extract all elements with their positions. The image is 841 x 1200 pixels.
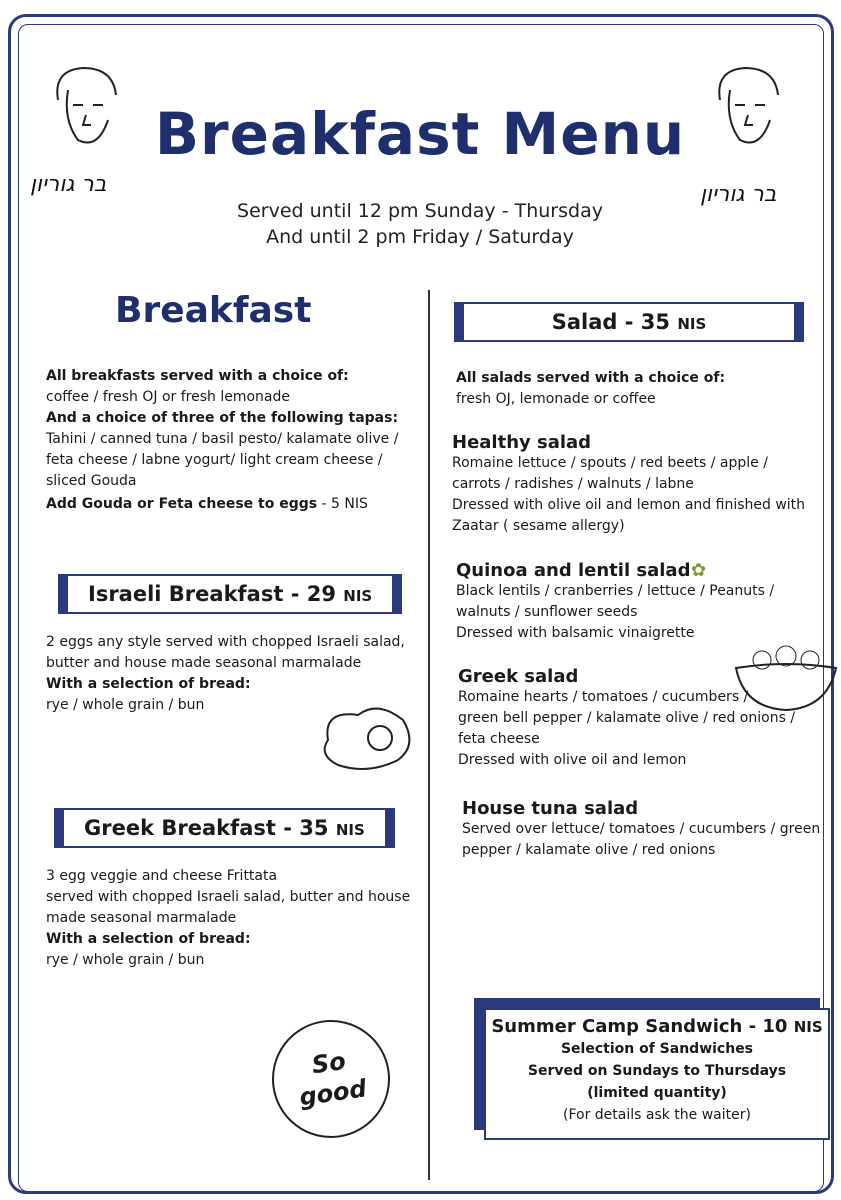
portrait-left-icon xyxy=(38,60,128,150)
salad-desc-line: feta cheese xyxy=(458,731,540,747)
currency: NIS xyxy=(677,315,707,333)
page-title: Breakfast Menu xyxy=(154,100,686,168)
intro-line: sliced Gouda xyxy=(46,473,137,489)
stamp-line: So xyxy=(310,1046,348,1080)
camp-line: (limited quantity) xyxy=(587,1085,727,1101)
intro-line: Tahini / canned tuna / basil pesto/ kalamate olive / xyxy=(46,431,399,447)
bread-options: rye / whole grain / bun xyxy=(46,697,205,713)
salad-banner-label: Salad - 35 xyxy=(551,310,670,334)
camp-line: Selection of Sandwiches xyxy=(560,1041,754,1057)
camp-title-text: Summer Camp Sandwich - 10 xyxy=(491,1016,788,1037)
salad-desc-line: Dressed with balsamic vinaigrette xyxy=(456,625,695,641)
desc-line: 2 eggs any style served with chopped Israeli salad, xyxy=(46,634,405,650)
greek-breakfast-details xyxy=(46,866,426,971)
salad-name: Greek salad xyxy=(458,666,579,687)
salad-desc-line: pepper / kalamate olive / red onions xyxy=(462,842,716,858)
currency: NIS xyxy=(793,1018,823,1036)
camp-note: (For details ask the waiter) xyxy=(563,1107,751,1123)
salad-banner xyxy=(462,302,796,342)
hours-weekend: And until 2 pm Friday / Saturday xyxy=(266,226,574,248)
camp-line: Served on Sundays to Thursdays xyxy=(527,1063,787,1079)
hebrew-signature-right: בר גוריון xyxy=(700,182,777,207)
salad-name: Healthy salad xyxy=(452,432,592,453)
salad-desc-line: carrots / radishes / walnuts / labne xyxy=(452,476,694,492)
salad-desc-line: Romaine lettuce / spouts / red beets / apple / xyxy=(452,455,768,471)
intro-line: coffee / fresh OJ or fresh lemonade xyxy=(46,389,290,405)
salad-desc-line: walnuts / sunflower seeds xyxy=(456,604,638,620)
greek-breakfast-banner xyxy=(62,808,387,848)
desc-line: made seasonal marmalade xyxy=(46,910,237,926)
salad-intro-label: All salads served with a choice of: xyxy=(456,370,726,386)
desc-line: served with chopped Israeli salad, butter and house xyxy=(46,889,411,905)
salad-desc-line: Dressed with olive oil and lemon and finished with xyxy=(452,497,806,513)
salad-item xyxy=(456,560,774,644)
currency: NIS xyxy=(335,821,365,839)
addon-price: - 5 NIS xyxy=(321,496,368,512)
addon-label: Add Gouda or Feta cheese to eggs xyxy=(46,496,318,512)
salad-desc-line: green bell pepper / kalamate olive / red onions / xyxy=(458,710,796,726)
israeli-breakfast-name: Israeli Breakfast - 29 xyxy=(88,582,336,606)
intro-line: feta cheese / labne yogurt/ light cream cheese / xyxy=(46,452,383,468)
intro-line: And a choice of three of the following tapas: xyxy=(46,410,399,426)
camp-title xyxy=(486,1016,828,1038)
salad-intro xyxy=(456,368,725,410)
portrait-right-icon xyxy=(700,60,790,150)
bread-label: With a selection of bread: xyxy=(46,931,251,947)
desc-line: butter and house made seasonal marmalade xyxy=(46,655,362,671)
salad-desc-line: Zaatar ( sesame allergy) xyxy=(452,518,625,534)
salad-item xyxy=(452,432,805,537)
salad-desc-line: Dressed with olive oil and lemon xyxy=(458,752,687,768)
salad-desc-line: Romaine hearts / tomatoes / cucumbers / xyxy=(458,689,749,705)
hours-weekday: Served until 12 pm Sunday - Thursday xyxy=(237,200,603,222)
breakfast-addon xyxy=(46,494,368,515)
column-divider xyxy=(428,290,430,1180)
intro-line: All breakfasts served with a choice of: xyxy=(46,368,349,384)
serving-hours xyxy=(220,198,620,250)
breakfast-heading: Breakfast xyxy=(115,290,312,331)
israeli-breakfast-banner xyxy=(66,574,394,614)
breakfast-intro xyxy=(46,366,426,492)
desc-line: 3 egg veggie and cheese Frittata xyxy=(46,868,278,884)
salad-name: House tuna salad xyxy=(462,798,639,819)
salad-desc-line: Black lentils / cranberries / lettuce / Peanuts / xyxy=(456,583,775,599)
hebrew-signature-left: בר גוריון xyxy=(30,172,107,197)
salad-desc-line: Served over lettuce/ tomatoes / cucumbers / green xyxy=(462,821,821,837)
bread-label: With a selection of bread: xyxy=(46,676,251,692)
salad-bowl-icon xyxy=(732,640,840,712)
currency: NIS xyxy=(343,587,373,605)
salad-intro-options: fresh OJ, lemonade or coffee xyxy=(456,391,656,407)
bread-options: rye / whole grain / bun xyxy=(46,952,205,968)
stamp-line: good xyxy=(297,1074,369,1112)
fried-egg-icon xyxy=(318,700,418,775)
salad-name: Quinoa and lentil salad xyxy=(456,560,691,581)
summer-camp-box xyxy=(484,1008,830,1140)
salad-item xyxy=(462,798,820,861)
vegan-flower-icon: ✿ xyxy=(691,560,707,581)
greek-breakfast-name: Greek Breakfast - 35 xyxy=(84,816,329,840)
